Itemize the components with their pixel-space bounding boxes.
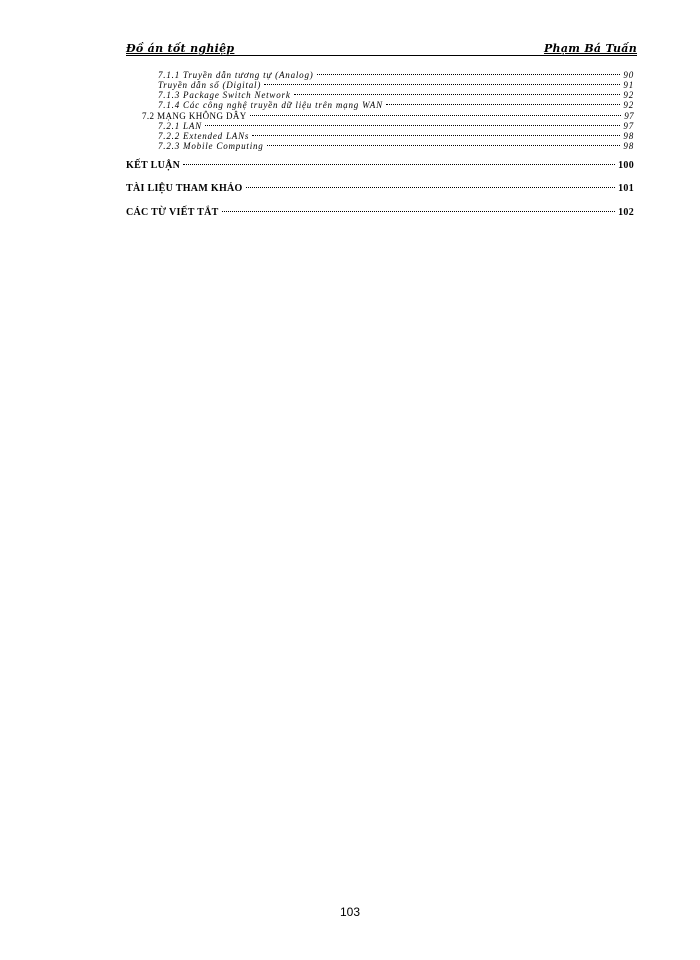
toc-leader (205, 125, 620, 126)
toc-entry-label: 7.1.1 Truyền dẫn tương tự (Analog) (158, 70, 314, 80)
header-rule (126, 55, 637, 56)
page-header (126, 42, 637, 58)
toc-entry (158, 141, 634, 151)
toc-leader (267, 145, 621, 146)
header-author: Phạm Bá Tuấn (543, 42, 637, 55)
toc-leader (246, 187, 615, 188)
toc-chapter-page: 102 (618, 207, 634, 218)
toc-entry-label: 7.2.1 LAN (158, 121, 202, 131)
toc-leader (294, 94, 621, 95)
toc-entry-page: 91 (623, 80, 634, 90)
toc-leader (386, 104, 620, 105)
toc-chapter (126, 160, 634, 171)
toc-entry-label: 7.2 MẠNG KHÔNG DÂY (142, 111, 247, 121)
toc-chapter-label: CÁC TỪ VIẾT TẮT (126, 207, 219, 218)
toc-entry (158, 131, 634, 141)
toc-entry-page: 97 (623, 121, 634, 131)
toc-leader (264, 84, 620, 85)
toc-entry (158, 90, 634, 100)
toc-leader (317, 74, 621, 75)
toc-chapter (126, 207, 634, 218)
toc-chapter (126, 183, 634, 194)
toc-entry-page: 98 (623, 141, 634, 151)
toc-chapter-page: 101 (618, 183, 634, 194)
toc-entry-page: 97 (624, 111, 634, 121)
toc-entry (158, 70, 634, 80)
toc-entry (158, 80, 634, 90)
page-number: 103 (339, 905, 361, 919)
toc-chapter-label: KẾT LUẬN (126, 160, 181, 171)
toc-entry-page: 92 (623, 90, 634, 100)
toc-entry-page: 90 (623, 70, 634, 80)
toc-leader (222, 211, 616, 212)
toc-entry (158, 100, 634, 110)
toc-chapter-page: 100 (618, 160, 634, 171)
toc-entry-label: Truyền dẫn số (Digital) (158, 80, 262, 90)
toc-leader (252, 135, 620, 136)
toc-entry-page: 92 (623, 100, 634, 110)
toc-chapter-label: TÀI LIỆU THAM KHẢO (126, 183, 243, 194)
toc-entry-page: 98 (623, 131, 634, 141)
toc-entry-label: 7.2.2 Extended LANs (158, 131, 250, 141)
header-title: Đồ án tốt nghiệp (126, 42, 235, 55)
toc-leader (183, 164, 615, 165)
toc-entry-label: 7.1.3 Package Switch Network (158, 90, 291, 100)
toc-entry-label: 7.2.3 Mobile Computing (158, 141, 264, 151)
toc-entry-label: 7.1.4 Các công nghệ truyền dữ liệu trên mạng WAN (158, 100, 383, 110)
toc-leader (250, 115, 621, 116)
toc-entry (142, 111, 634, 121)
toc-entry (158, 121, 634, 131)
